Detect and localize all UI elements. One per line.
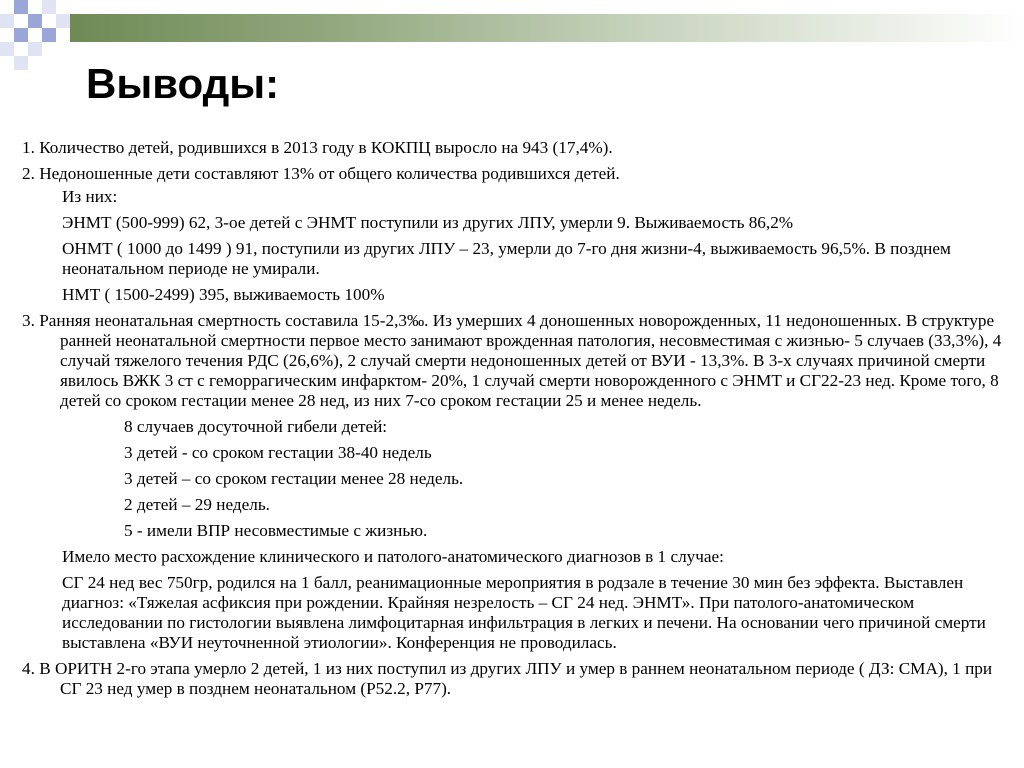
paragraph-3-sublist-item: 3 детей - со сроком гестации 38-40 недель (124, 443, 432, 462)
paragraph-2-nmt: НМТ ( 1500-2499) 395, выживаемость 100% (62, 285, 385, 304)
paragraph-3-sublist-item: 3 детей – со сроком гестации менее 28 недель. (124, 469, 464, 488)
paragraph-4: 4. В ОРИТН 2-го этапа умерло 2 детей, 1 из них поступил из других ЛПУ и умер в раннем неонатальном периоде ( ДЗ: СМА), 1 при СГ 23 нед умер в позднем неонатальном (Р52.2, Р77). (22, 659, 993, 698)
decor-square (0, 42, 14, 56)
paragraph-3-sublist-heading: 8 случаев досуточной гибели детей: (124, 417, 388, 436)
paragraph-3-sublist-item: 2 детей – 29 недель. (124, 495, 270, 514)
decor-square (14, 28, 28, 42)
paragraph-2-subheading: Из них: (62, 187, 118, 206)
decor-square (28, 14, 42, 28)
paragraph-1: 1. Количество детей, родившихся в 2013 году в КОКПЦ выросло на 943 (17,4%). (22, 138, 613, 157)
decor-square (42, 0, 56, 14)
decor-square (28, 42, 42, 56)
paragraph-2-enmt: ЭНМТ (500-999) 62, 3-ое детей с ЭНМТ поступили из других ЛПУ, умерли 9. Выживаемость 86,2% (62, 213, 794, 232)
paragraph-3-sublist-item: 5 - имели ВПР несовместимые с жизнью. (124, 521, 428, 540)
paragraph-3: 3. Ранняя неонатальная смертность составила 15-2,3‰. Из умерших 4 доношенных новорожденных, 11 недоношенных. В структуре ранней неонатальной смертности первое место занимают врожденная патология, несовместимая с жизнью- 5 случаев (33,3%), 4 случай тяжелого течения РДС (26,6%), 2 случай смерти недоношенных детей от ВУИ - 13,3%. В 3-х случаях причиной смерти явилось ВЖК 3 ст с геморрагическим инфарктом- 20%, 1 случай смерти новорожденного с ЭНМТ и СГ22-23 нед. Кроме того, 8 детей со сроком гестации менее 28 нед, из них 7-со сроком гестации 25 и менее недель. (22, 311, 1002, 410)
decor-square (42, 28, 56, 42)
decor-square (0, 14, 14, 28)
decor-square (14, 0, 28, 14)
decorative-squares (0, 0, 80, 80)
paragraph-3-discrepancy: Имело место расхождение клинического и патолого-анатомического диагнозов в 1 случае: (62, 547, 724, 566)
paragraph-2: 2. Недоношенные дети составляют 13% от общего количества родившихся детей. (22, 164, 620, 183)
header-gradient-bar (70, 14, 1024, 42)
paragraph-2-onmt: ОНМТ ( 1000 до 1499 ) 91, поступили из других ЛПУ – 23, умерли до 7-го дня жизни-4, выживаемость 96,5%. В позднем неонатальном периоде не умирали. (62, 239, 951, 278)
slide-title: Выводы: (86, 60, 280, 107)
slide-body (22, 138, 1002, 705)
decor-square (56, 14, 70, 28)
decor-square (14, 56, 28, 70)
paragraph-3-case-description: СГ 24 нед вес 750гр, родился на 1 балл, реанимационные мероприятия в родзале в течение 30 мин без эффекта. Выставлен диагноз: «Тяжелая асфиксия при рождении. Крайняя незрелость – СГ 24 нед. ЭНМТ». При патолого-анатомическом исследовании по гистологии выявлена лимфоцитарная инфильтрация в легких и печени. На основании чего причиной смерти выставлена «ВУИ неуточненной этиологии». Конференция не проводилась. (62, 573, 986, 652)
